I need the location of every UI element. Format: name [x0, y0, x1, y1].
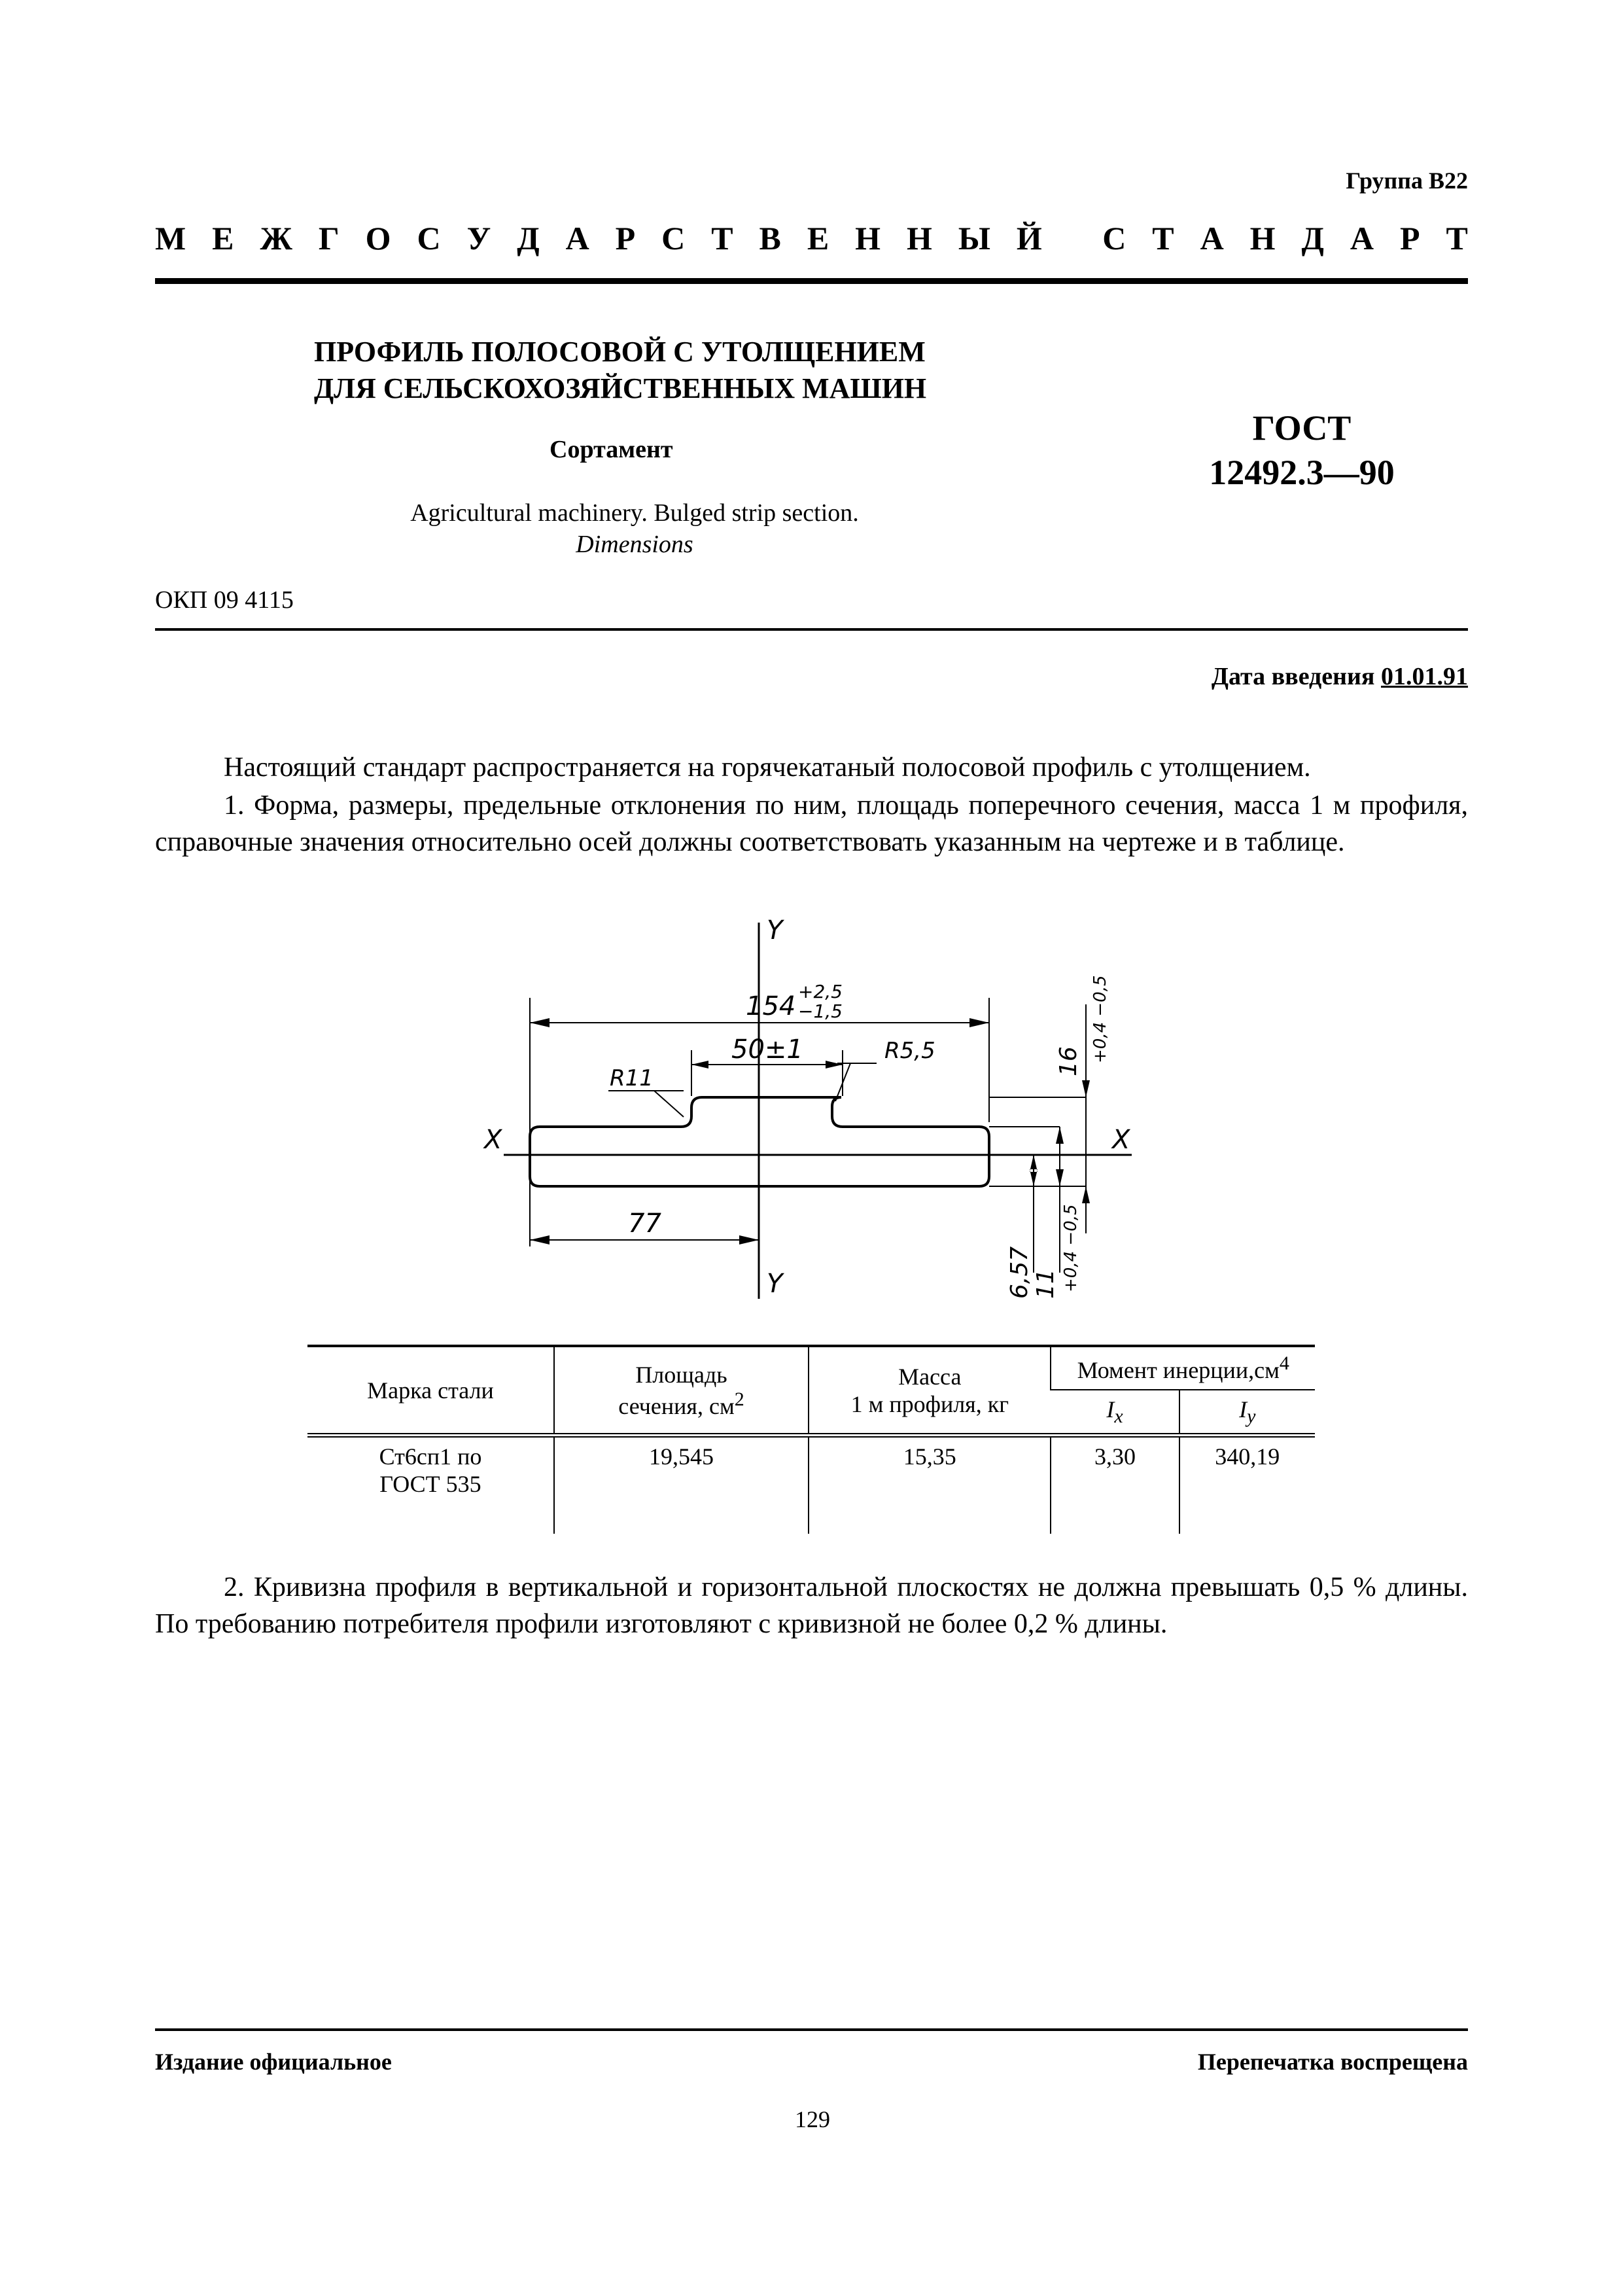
- banner-letter: Е: [807, 220, 829, 256]
- title-block-rule: [155, 628, 1468, 631]
- banner-letter: Й: [1016, 220, 1042, 256]
- width-tolerance-minus: −1,5: [798, 1000, 843, 1022]
- cell-area: 19,545: [554, 1436, 809, 1534]
- header-rule: [155, 278, 1468, 284]
- date-value: 01.01.91: [1381, 663, 1468, 690]
- half-width-dimension-value: 77: [628, 1209, 661, 1239]
- scope-paragraph: Настоящий стандарт распространяется на горячекатаный полосовой профиль с утолщением.: [224, 752, 1311, 783]
- banner-letter: М: [155, 220, 186, 256]
- document-group: Группа В22: [1346, 168, 1468, 194]
- banner-letter: Ж: [260, 220, 292, 256]
- banner-letter: [1068, 219, 1077, 257]
- gost-number: 12492.3—90: [1209, 453, 1395, 492]
- radius-r11: R11: [610, 1065, 654, 1091]
- banner-letter: Р: [615, 220, 636, 256]
- clause-1-paragraph: 1. Форма, размеры, предельные отклонения по ним, площадь поперечного сечения, масса 1 м профиля, справочные значения относительно осей должны соответствовать указанным на чертеже и в таблице.: [155, 790, 1468, 857]
- header-mass-line-1: Масса: [898, 1363, 962, 1390]
- banner-letter: А: [565, 220, 589, 256]
- okp-code: ОКП 09 4115: [155, 586, 294, 614]
- document-subtitle: Сортамент: [550, 436, 673, 463]
- footer-reprint-prohibited: Перепечатка воспрещена: [1197, 2049, 1468, 2075]
- banner-letter: С: [1102, 220, 1126, 256]
- banner-letter: Е: [212, 220, 234, 256]
- y-axis-label-bottom: Y: [767, 1269, 783, 1299]
- height-total-value: 16: [1055, 1046, 1082, 1076]
- document-title: [314, 334, 926, 407]
- profile-cross-section-drawing: [458, 906, 1151, 1312]
- banner-letter: Т: [711, 220, 733, 256]
- banner-letter: Г: [318, 220, 340, 256]
- header-area: [554, 1346, 809, 1436]
- title-line-1: ПРОФИЛЬ ПОЛОСОВОЙ С УТОЛЩЕНИЕМ: [314, 336, 926, 368]
- width-dimension-value: 154: [746, 991, 796, 1021]
- title-line-2: ДЛЯ СЕЛЬСКОХОЗЯЙСТВЕННЫХ МАШИН: [314, 372, 927, 404]
- header-ix: $I_x$: [1051, 1390, 1179, 1436]
- x-axis-label-left: X: [484, 1125, 502, 1155]
- banner-letter: А: [1350, 220, 1374, 256]
- height-total-tolerance: +0,4 −0,5: [1091, 975, 1110, 1063]
- header-area-line-1: Площадь: [635, 1361, 727, 1388]
- introduction-date: [1212, 662, 1468, 691]
- banner-letter: Т: [1152, 220, 1174, 256]
- height-flange-value: 11: [1032, 1269, 1059, 1299]
- width-tolerance-plus: +2,5: [798, 981, 843, 1002]
- properties-table: [307, 1345, 1315, 1534]
- banner-letter: Н: [907, 220, 932, 256]
- clause-2-paragraph: 2. Кривизна профиля в вертикальной и горизонтальной плоскостях не должна превышать 0,5 % длины. По требованию потребителя профили изготовляют с кривизной не более 0,2 % длины.: [155, 1572, 1468, 1639]
- english-title: [366, 497, 903, 560]
- cell-iy: 340,19: [1179, 1436, 1315, 1534]
- banner-letter: Д: [1301, 220, 1324, 256]
- banner-letter: В: [759, 220, 781, 256]
- header-mass-line-2: 1 м профиля, кг: [850, 1390, 1009, 1417]
- banner-letter: Т: [1446, 220, 1468, 256]
- interstate-standard-banner: [155, 219, 1468, 257]
- cell-steel-grade: Ст6сп1 по ГОСТ 535: [379, 1443, 482, 1498]
- header-iy: $I_y$: [1179, 1390, 1315, 1436]
- footer-rule: [155, 2028, 1468, 2031]
- radius-r5-5: R5,5: [884, 1038, 935, 1064]
- banner-letter: С: [417, 220, 441, 256]
- banner-letter: А: [1200, 220, 1224, 256]
- banner-letter: У: [466, 220, 491, 256]
- banner-letter: Н: [855, 220, 881, 256]
- table-row: [307, 1436, 1315, 1534]
- gost-label: ГОСТ: [1252, 408, 1352, 448]
- x-axis-label-right: X: [1112, 1125, 1130, 1155]
- cell-ix: 3,30: [1051, 1436, 1179, 1534]
- cell-mass: 15,35: [809, 1436, 1051, 1534]
- banner-letter: Ы: [958, 220, 990, 256]
- banner-letter: О: [365, 220, 391, 256]
- header-moment-of-inertia: Момент $инерции,см^4$: [1051, 1346, 1315, 1390]
- y-axis-label-top: Y: [767, 915, 783, 945]
- page-number: 129: [795, 2106, 830, 2132]
- bulge-dimension-value: 50±1: [731, 1034, 803, 1065]
- banner-letter: С: [661, 220, 686, 256]
- centroid-dimension-value: 6,57: [1006, 1246, 1033, 1299]
- height-flange-tolerance: +0,4 −0,5: [1061, 1204, 1081, 1292]
- banner-letter: Д: [517, 220, 540, 256]
- header-steel-grade: Марка стали: [307, 1346, 554, 1436]
- header-area-line-2: сечения, $см^2$: [618, 1388, 744, 1419]
- banner-letter: Р: [1399, 220, 1420, 256]
- english-title-line-1: Agricultural machinery. Bulged strip section.: [410, 499, 859, 527]
- date-label: Дата введения: [1211, 663, 1375, 690]
- header-mass: [809, 1346, 1051, 1436]
- english-title-line-2: Dimensions: [576, 531, 693, 558]
- footer-official-edition: Издание официальное: [155, 2049, 392, 2075]
- banner-letter: Н: [1249, 220, 1276, 256]
- gost-designation: [1204, 406, 1400, 495]
